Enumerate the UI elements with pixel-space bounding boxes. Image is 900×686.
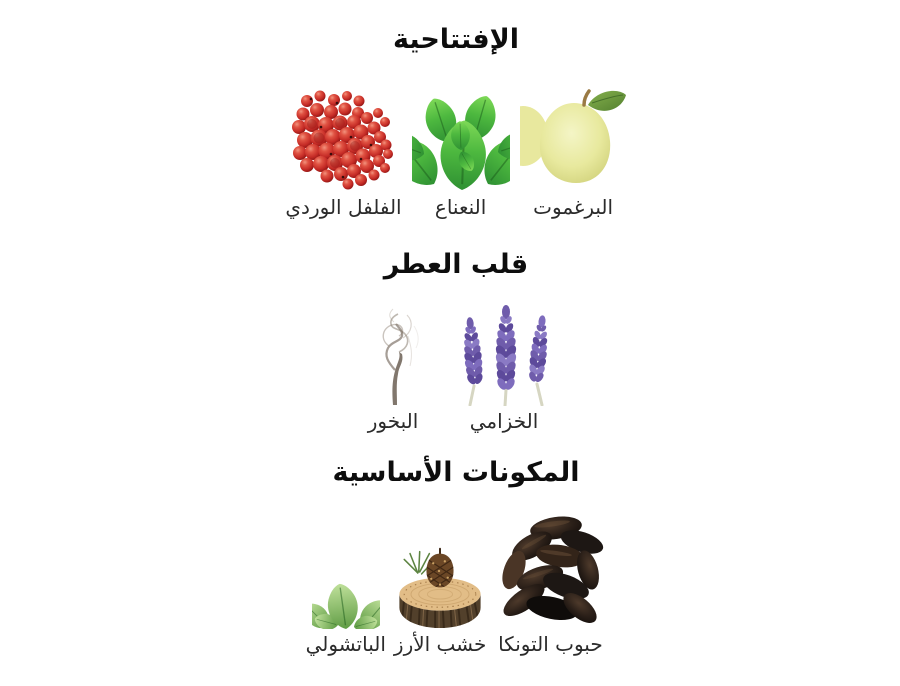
note-label: خشب الأرز	[393, 632, 487, 657]
note-item-pink-pepper	[285, 87, 401, 221]
note-item-lavender	[454, 300, 554, 435]
note-label: الخزامي	[469, 409, 539, 434]
note-label: البخور	[367, 409, 419, 434]
section-base-notes	[12, 455, 900, 658]
notes-row	[12, 512, 900, 658]
section-title: الإفتتاحية	[392, 24, 520, 55]
note-label: البرغموت	[533, 195, 614, 220]
notes-row	[12, 300, 900, 435]
section-heart-notes	[12, 247, 900, 435]
note-label: الفلفل الوردي	[285, 195, 402, 220]
section-title: قلب العطر	[383, 249, 529, 281]
note-item-mint	[412, 92, 510, 221]
lavender-icon	[454, 300, 554, 406]
section-title: المكونات الأساسية	[332, 457, 580, 489]
cedar-wood-icon	[395, 542, 485, 629]
note-item-patchouli	[306, 577, 386, 658]
section-top-notes	[12, 22, 900, 221]
incense-smoke-icon	[358, 308, 428, 406]
note-item-bergamot	[520, 87, 627, 221]
note-item-tonka	[494, 512, 606, 658]
notes-row	[12, 87, 900, 221]
note-item-incense	[358, 308, 428, 435]
mint-icon	[412, 92, 510, 192]
pink-pepper-icon	[291, 87, 396, 192]
tonka-beans-icon	[494, 512, 606, 629]
note-item-cedar	[394, 542, 486, 658]
bergamot-icon	[520, 87, 627, 192]
patchouli-icon	[312, 577, 380, 629]
note-label: الباتشولي	[305, 632, 386, 657]
note-label: حبوب التونكا	[498, 632, 603, 657]
note-label: النعناع	[434, 195, 487, 220]
